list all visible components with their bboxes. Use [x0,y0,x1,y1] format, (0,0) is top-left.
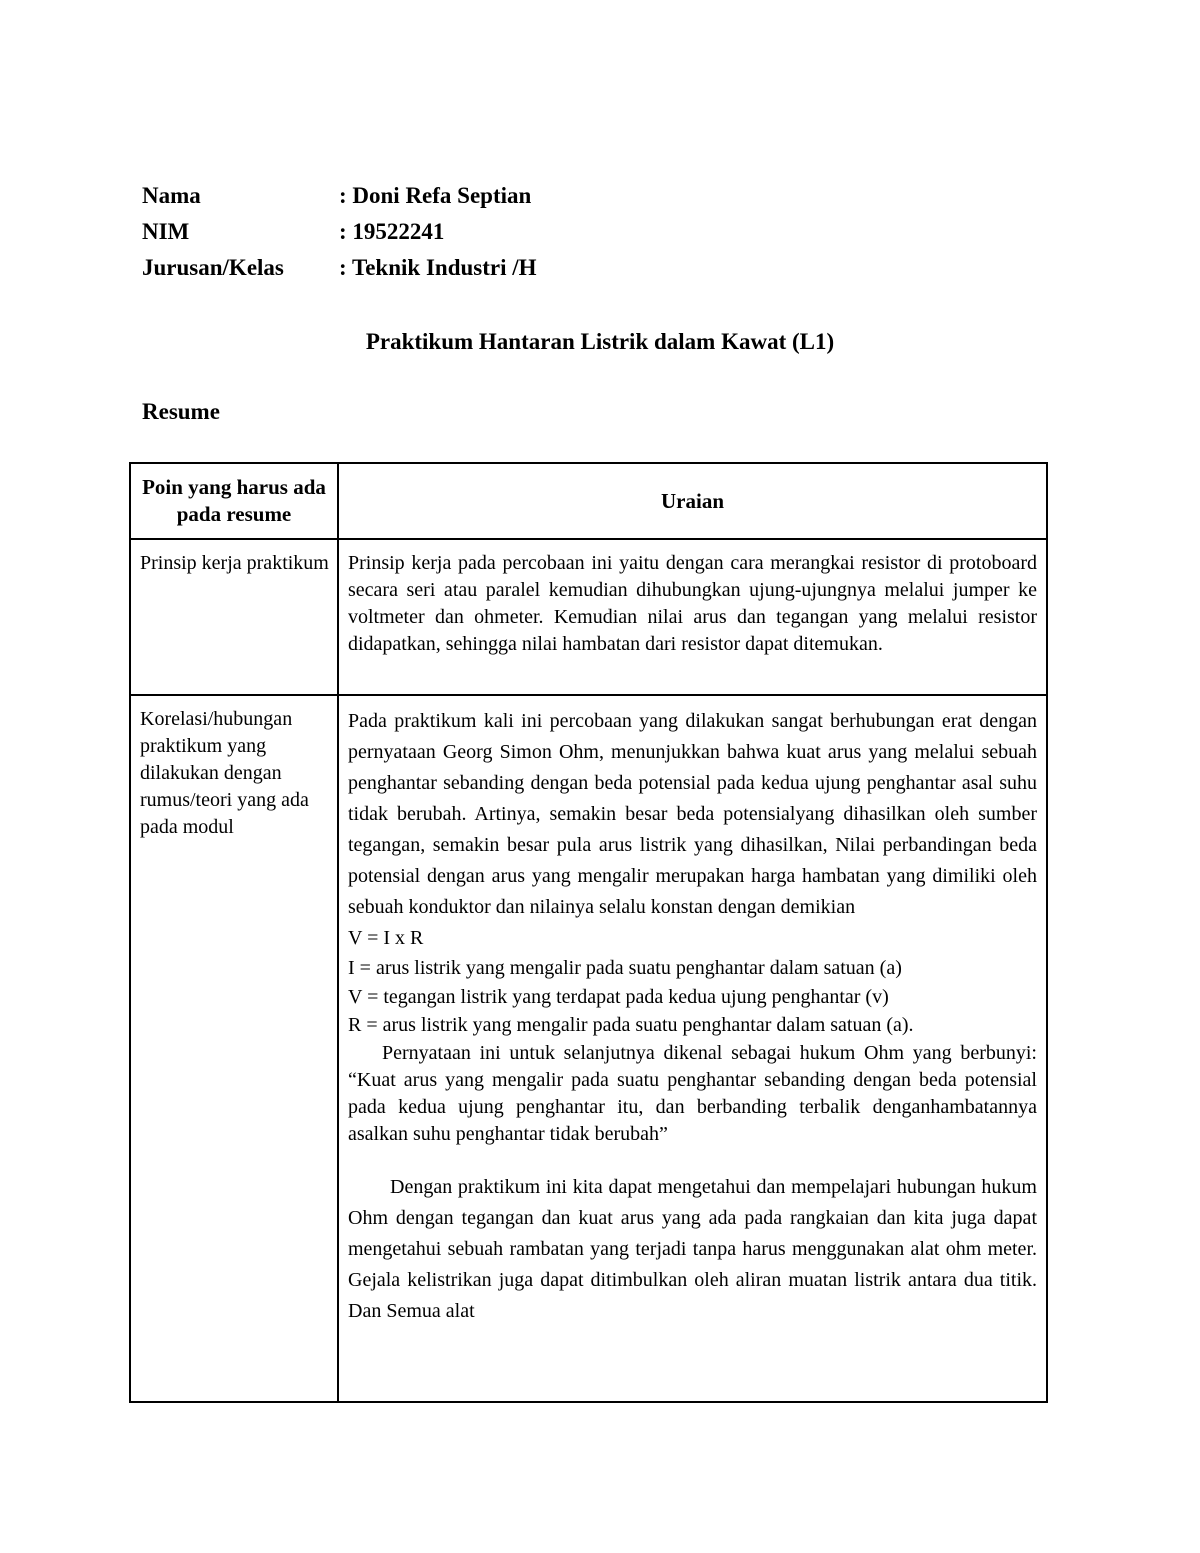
section-heading: Resume [142,399,220,424]
identity-row-class [142,250,537,286]
student-identity [142,178,537,286]
nim-value: : 19522241 [339,219,445,244]
resume-table [129,462,1048,1403]
ohm-formula: V = I x R [348,927,424,949]
table-row [130,695,1047,1402]
class-label: Jurusan/Kelas [142,255,284,280]
header-points: Poin yang harus ada pada resume [130,463,338,539]
identity-row-name [142,178,537,214]
identity-row-nim [142,214,537,250]
definition-voltage: V = tegangan listrik yang terdapat pada kedua ujung penghantar (v) [348,985,889,1008]
row-correlation-label: Korelasi/hubungan praktikum yang dilakukan dengan rumus/teori yang ada pada modul [130,695,338,1402]
name-label: Nama [142,183,201,208]
document-title: Praktikum Hantaran Listrik dalam Kawat (L1) [365,329,835,354]
definition-resistance: R = arus listrik yang mengalir pada suatu penghantar dalam satuan (a). [348,1014,914,1036]
correlation-paragraph-2: Pernyataan ini untuk selanjutnya dikenal sebagai hukum Ohm yang berbunyi: “Kuat arus yang mengalir pada suatu penghantar sebanding dengan beda potensial pada kedua ujung penghantar itu, dan berbanding terbalik denganhambatannya asalkan suhu penghantar tidak berubah” [348,1041,1037,1145]
table-row [130,539,1047,695]
table-header-row [130,463,1047,539]
correlation-paragraph-1: Pada praktikum kali ini percobaan yang dilakukan sangat berhubungan erat dengan pernyataan Georg Simon Ohm, menunjukkan bahwa kuat arus yang melalui sebuah penghantar sebanding dengan beda potensial pada kedua ujung penghantar asal suhu tidak berubah. Artinya, semakin besar beda potensialyang dihasilkan oleh sumber tegangan, semakin besar pula arus listrik yang dihasilkan, Nilai perbandingan beda potensial dengan arus yang mengalir merupakan harga hambatan yang dimiliki oleh sebuah konduktor dan nilainya selalu konstan dengan demikian [348,710,1037,918]
row-principle-label: Prinsip kerja praktikum [130,539,338,695]
row-correlation-content [338,695,1047,1402]
row-principle-text: Prinsip kerja pada percobaan ini yaitu dengan cara merangkai resistor di protoboard secara seri atau paralel kemudian dihubungkan ujung-ujungnya melalui jumper ke voltmeter dan ohmeter. Kemudian nilai arus dan tegangan yang melalui resistor didapatkan, sehingga nilai hambatan dari resistor dapat ditemukan. [338,539,1047,695]
class-value: : Teknik Industri /H [339,255,537,280]
header-description: Uraian [338,463,1047,539]
definition-current: I = arus listrik yang mengalir pada suatu penghantar dalam satuan (a) [348,957,902,979]
nim-label: NIM [142,219,190,244]
correlation-paragraph-3: Dengan praktikum ini kita dapat mengetahui dan mempelajari hubungan hukum Ohm dengan tegangan dan kuat arus yang ada pada rangkaian dan kita juga dapat mengetahui sebuah rambatan yang terjadi tanpa harus menggunakan alat ohm meter. Gejala kelistrikan juga dapat ditimbulkan oleh aliran muatan listrik antara dua titik. Dan Semua alat [348,1175,1037,1322]
paragraph-spacer [348,1148,1037,1172]
name-value: : Doni Refa Septian [339,183,532,208]
